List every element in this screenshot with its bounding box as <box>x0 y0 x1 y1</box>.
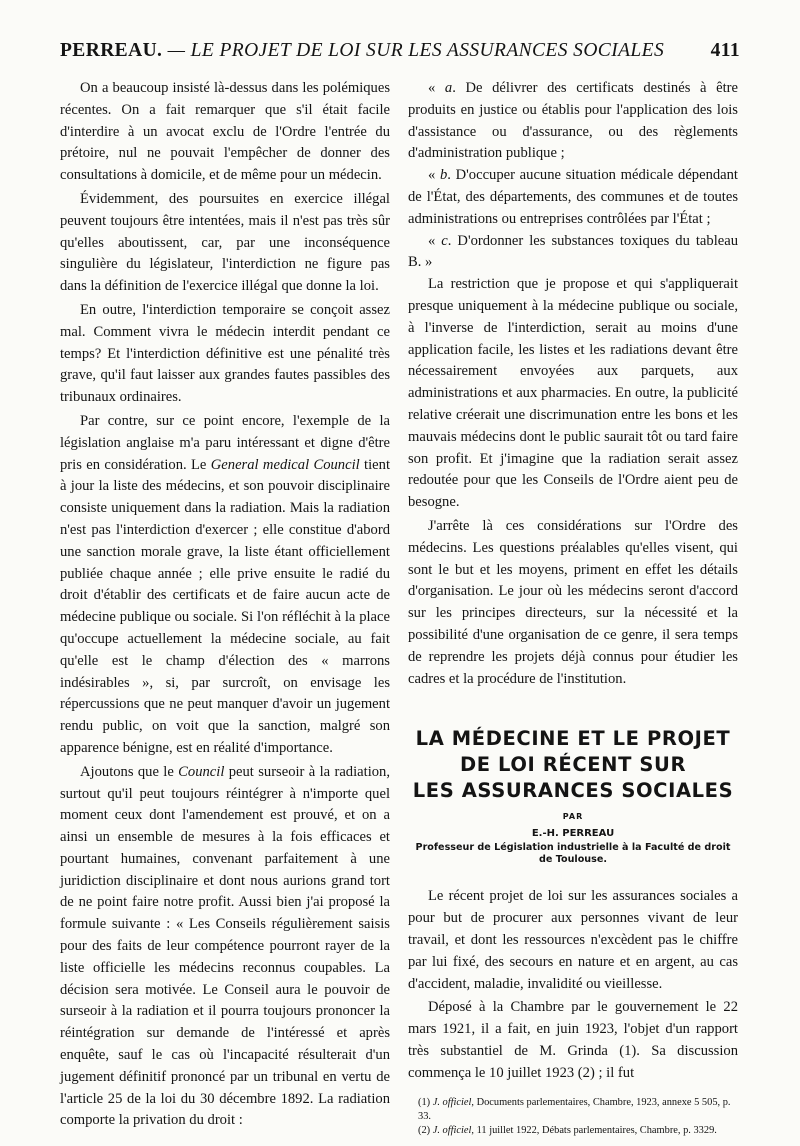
paragraph <box>60 411 390 760</box>
list-item <box>408 231 738 275</box>
item-letter: a <box>444 80 453 96</box>
quote-mark: « <box>428 80 445 96</box>
quote-mark: « <box>428 232 442 249</box>
footnote-journal: J. officiel <box>432 1097 472 1109</box>
list-item <box>408 78 738 165</box>
right-column <box>408 78 738 1138</box>
quote-mark: « <box>428 167 440 184</box>
item-text: . D'ordonner les substances toxiques du tableau B. » <box>408 232 739 271</box>
article-title-line: LES ASSURANCES SOCIALES <box>412 779 734 803</box>
paragraph: En outre, l'interdiction temporaire se conçoit assez mal. Comment vivra le médecin interdit pendant ce temps? Et l'interdiction définitive est une pénalité très grave, qu'il faut laisser aux grandes fautes passibles des tribunaux ordinaires. <box>60 301 390 406</box>
item-letter: c <box>441 232 448 249</box>
paragraph-text: Par contre, sur ce point encore, l'exemple de la législation anglaise m'a paru intéressant et digne d'être pris en considération. Le <box>60 412 390 473</box>
paragraph: La restriction que je propose et qui s'appliquerait presque uniquement à la médecine publique ou sociale, à l'inverse de l'interdiction, serait au moins d'une application facile, les listes et les radiations devant être nécessairement envoyées aux parquets, aux administrations et aux pharmacies. En outre, la publicité relative créerait une discrimunation entre les bons et les mauvais médecins dont le public saurait tôt ou tard faire son profit. Et j'imagine que la radiation serait assez redoutée pour que les Conseils de l'Ordre aient peu de besogne. <box>408 276 738 511</box>
item-text: . D'occuper aucune situation médicale dépendant de l'État, des départements, des communes et de toutes administrations ou entreprises contrôlées par l'État ; <box>408 167 738 227</box>
item-letter: b <box>440 167 448 184</box>
left-column <box>60 78 390 1132</box>
running-header <box>60 40 740 68</box>
paragraph: Le récent projet de loi sur les assurances sociales a pour but de procurer aux personnes vivant de leur travail, et dont les ressources n'excèdent pas le chiffre par lui fixé, des secours en nature et en argent, au cas d'accident, maladie, invalidité ou vieillesse. <box>408 888 738 992</box>
footnote-number: (1) <box>418 1097 433 1109</box>
footnote-number: (2) <box>418 1125 433 1137</box>
footnote-text: , 11 juillet 1922, Débats parlementaires, Chambre, p. 3329. <box>471 1125 717 1137</box>
paragraph-text: peut surseoir à la radiation, surtout qu'il peut toujours réintégrer à n'importe quel moment ceux dont l'amendement est prouvé, et on a ainsi un ensemble de mesures à la fois efficaces et pourtant humaines, convenant parfaitement à une juridiction disciplinaire et dont nous aurions grand tort de ne point faire notre profit. Aussi bien j'ai proposé la formule suivante : « Les Conseils régulièrement saisis pour des faits de leur compétence pourront rayer de la liste officielle les médecins reconnus coupables. La décision sera motivée. Le Conseil aura le pouvoir de surseoir à la radiation et il pourra toujours prononcer la réintégration sur demande de l'intéressé et après enquête, sauf le cas où l'incapacité résulterait d'un jugement définitif prononcé par un tribunal en vertu de l'article 25 de la loi du 30 décembre 1892. La radiation comporte la privation du droit : <box>60 763 390 1129</box>
header-title: LE PROJET DE LOI SUR LES ASSURANCES SOCIALES <box>190 40 665 61</box>
list-item <box>408 165 738 230</box>
footnote <box>408 1096 738 1124</box>
item-text: . De délivrer des certificats destinés à être produits en justice ou établis pour l'application des lois d'assistance ou d'assurance, ou des règlements d'administration publique ; <box>408 80 738 162</box>
byline-par: PAR <box>562 812 584 822</box>
paragraph: On a beaucoup insisté là-dessus dans les polémiques récentes. On a fait remarquer que s'il était facile d'interdire à un avocat exclu de l'Ordre l'entrée du prétoire, nul ne pouvait l'empêcher de donner des consultations à domicile, et de même pour un médecin. <box>60 80 390 184</box>
paragraph <box>60 762 390 1133</box>
footnote-journal: J. officiel <box>432 1125 472 1137</box>
byline-author: E.-H. PERREAU <box>531 828 615 840</box>
header-author: PERREAU. <box>60 40 163 61</box>
article-title-line: DE LOI RÉCENT SUR <box>459 753 687 777</box>
paragraph-text: Ajoutons que le <box>80 763 179 780</box>
paragraph: Évidemment, des poursuites en exercice illégal peuvent toujours être intentées, mais il n'est pas très sûr qu'elles aboutissent, car, par une inconséquence singulière du législateur, l'interdiction ne figure pas dans la définition de l'exercice illégal que donne la loi. <box>60 190 390 295</box>
article-title <box>408 726 738 804</box>
paragraph: J'arrête là ces considérations sur l'Ordre des médecins. Les questions préalables qu'elles visent, qui sont le but et les moyens, priment en effet les détails d'organisation. Le jour où les médecins seront d'accord sur les principes directeurs, sur la nécessité et la possibilité d'une organisation de ce genre, il sera temps de reprendre les projets déjà connus pour étudier les cadres et la procédure de l'institution. <box>408 517 738 687</box>
council-name: Council <box>178 763 225 780</box>
byline-affiliation: Professeur de Législation industrielle à la Faculté de droit de Toulouse. <box>415 842 731 866</box>
footnote <box>408 1124 738 1138</box>
paragraph: Déposé à la Chambre par le gouvernement le 22 mars 1921, il a fait, en juin 1923, l'objet d'un rapport très substantiel de M. Grinda (1). Sa discussion commença le 10 juillet 1923 (2) ; il fut <box>408 999 738 1081</box>
paragraph-text: tient à jour la liste des médecins, et son pouvoir disciplinaire consiste uniquement dans la radiation. Mais la radiation n'est pas l'interdiction d'exercer ; elle constitue d'abord une sanction morale grave, la liste étant officiellement publiée chaque année ; elle prive ensuite le radié du droit d'établir des certificats et de faire aucun acte de médecine publique ou sociale. Si l'on réfléchit à la place qu'occupe actuellement la médecine sociale, au fait qu'elle est le champ d'élection des « marrons indésirables », si, par surcroît, on envisage les répercussions que ne peut manquer d'avoir un jugement rendu public, on voit que la sanction, malgré son apparence bénigne, est en réalité d'importance. <box>60 456 390 756</box>
header-dash: — <box>162 40 191 61</box>
footnotes <box>408 1096 738 1138</box>
article-title-line: LA MÉDECINE ET LE PROJET <box>415 727 731 751</box>
footnote-text: , Documents parlementaires, Chambre, 1923, annexe 5 505, p. 33. <box>418 1097 731 1123</box>
page-number: 411 <box>710 40 740 61</box>
council-name: General medical Council <box>210 456 360 473</box>
